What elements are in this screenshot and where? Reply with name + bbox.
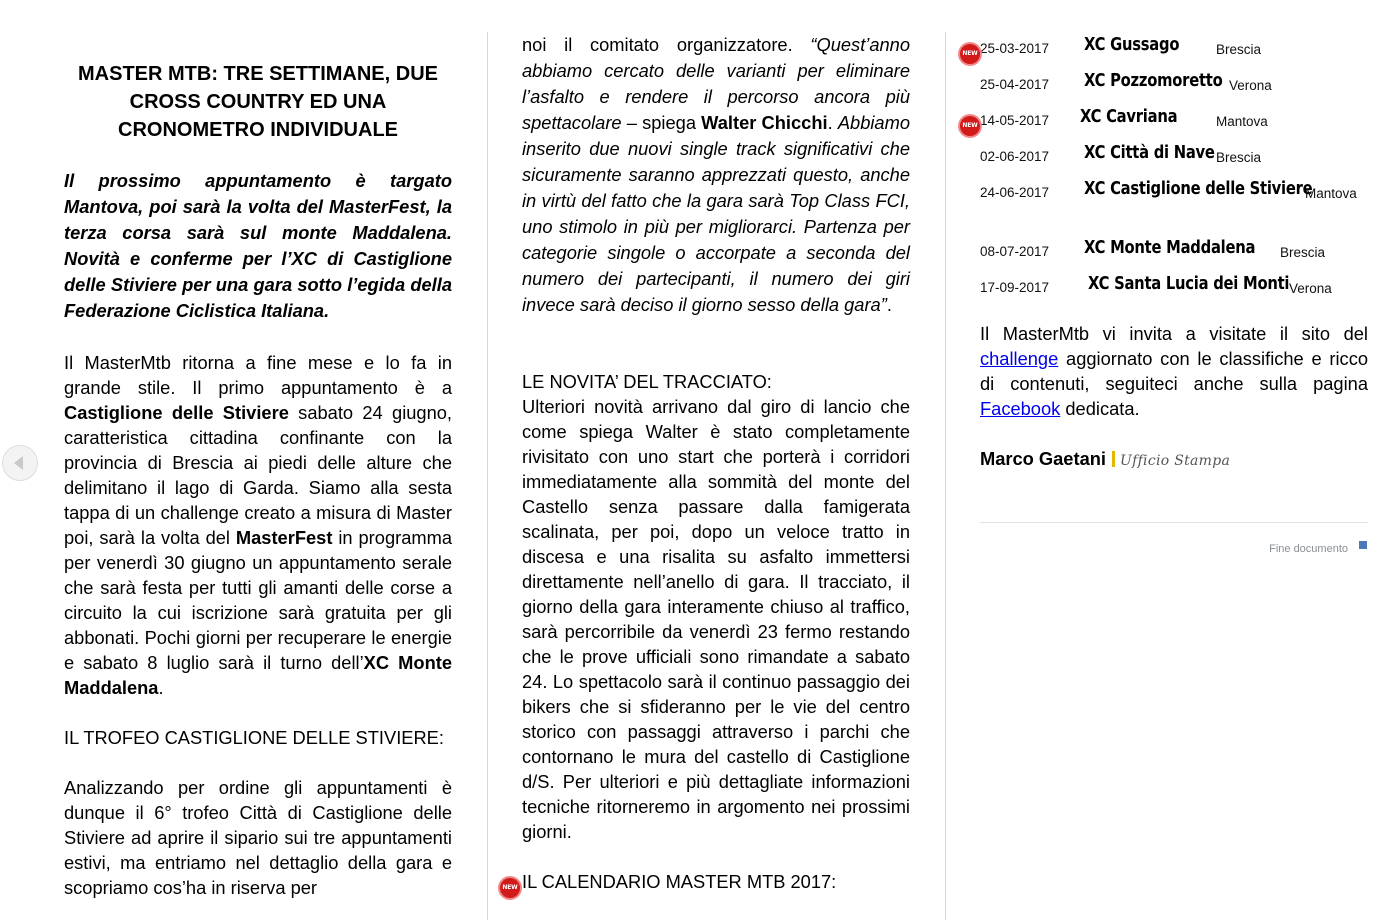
calendar-row	[980, 235, 1368, 261]
race-place: Mantova	[1216, 114, 1268, 129]
article-column-1	[64, 0, 452, 920]
race-place: Brescia	[1280, 245, 1326, 260]
end-divider	[980, 522, 1368, 523]
race-place: Verona	[1289, 281, 1332, 296]
paragraph-strong: Castiglione delle Stiviere	[64, 402, 289, 423]
article-lead: Il prossimo appuntamento è targato Mantova, poi sarà la volta del MasterFest, la terza corsa sarà sul monte Maddalena. Novità e conferme per l’XC di Castiglione delle Stiviere per una gara sotto l’egida della Federazione Ciclistica Italiana.	[64, 170, 452, 321]
section-heading-novita: LE NOVITA’ DEL TRACCIATO:	[522, 371, 772, 392]
race-name: XC Gussago	[1084, 34, 1180, 55]
race-date: 24-06-2017	[980, 185, 1050, 200]
article-column-3	[962, 0, 1368, 920]
paragraph-text: noi il comitato organizzatore.	[522, 34, 811, 55]
paragraph-text: sabato 24 giugno, caratteristica cittadina confinante con la provincia di Brescia ai piedi delle alture che delimitano il lago di Garda. Siamo alla sesta tappa di un challenge creato a misura di Master poi, sarà la volta del	[64, 402, 453, 548]
author-role: Ufficio Stampa	[1119, 453, 1231, 469]
race-date: 25-03-2017	[980, 41, 1050, 56]
section-heading-calendario: IL CALENDARIO MASTER MTB 2017:	[522, 871, 837, 892]
section-heading-trofeo: IL TROFEO CASTIGLIONE DELLE STIVIERE:	[64, 727, 444, 748]
article-column-2	[502, 0, 910, 920]
race-place: Verona	[1229, 78, 1272, 93]
paragraph-text: aggiornato con le classifiche e ricco di contenuti, seguiteci anche sulla pagina	[980, 348, 1368, 394]
race-date: 08-07-2017	[980, 244, 1050, 259]
race-name: XC Santa Lucia dei Monti	[1088, 273, 1290, 294]
paragraph-text: .	[158, 677, 164, 698]
paragraph-text: in programma per venerdì 30 giugno un appuntamento serale che sarà festa per tutti gli amanti delle corse a circuito la cui iscrizione sarà gratuita per gli abbonati. Pochi giorni per recuperare le energie e sabato 8 luglio sarà il turno dell’	[64, 527, 452, 673]
race-place: Brescia	[1216, 42, 1262, 57]
article-paragraph	[64, 350, 452, 700]
race-name: XC Monte Maddalena	[1084, 237, 1256, 258]
organizer-quote	[522, 32, 910, 318]
new-badge-icon: NEW	[960, 44, 980, 64]
calendar-row	[962, 104, 1368, 130]
calendar-row	[962, 32, 1368, 58]
column-divider	[945, 32, 946, 920]
previous-page-button[interactable]	[2, 445, 38, 481]
race-name: XC Pozzomoretto	[1084, 70, 1223, 91]
new-badge-icon: NEW	[500, 878, 520, 898]
quote-text: Abbiamo inserito due nuovi single track significativi che sicuramente saranno apprezzati questo, anche in virtù del fatto che la gara sarà Top Class FCI, uno stimolo in più per migliorarci. Partenza per categorie singole o accorpate a seconda del numero dei partecipanti, il numero dei giri invece sarà deciso il giorno sesso della gara”	[522, 112, 910, 315]
author-signature	[980, 446, 1230, 474]
calendar-row	[980, 176, 1368, 202]
end-of-document-marker	[1359, 541, 1367, 549]
challenge-link[interactable]: challenge	[980, 348, 1059, 369]
paragraph-text: Il MasterMtb vi invita a visitate il sito del	[980, 323, 1368, 344]
race-name: XC Castiglione delle Stiviere	[1084, 178, 1313, 199]
section-body-novita: Ulteriori novità arrivano dal giro di lancio che come spiega Walter è stato completamente rivisitato con uno start che porterà i corridori immediatamente alla sommità del monte del Castello senza passare dalla famigerata scalinata, per poi, dopo un veloce tratto in discesa e una risalita su asfalto immettersi direttamente nell’anello di gara. Il tracciato, il giorno della gara interamente chiuso al traffico, sarà percorribile da venerdì 23 fermo restando che le prove ufficiali sono rimandate a sabato 24. Lo spettacolo sarà il continuo passaggio dei bikers che si sfideranno per le vie del centro storico con passaggi attraverso i parchi che contornano le mura del castello di Castiglione d/S. Per ulteriori e più dettagliate informazioni tecniche ritorneremo in argomento nei prossimi giorni.	[522, 396, 910, 842]
race-date: 17-09-2017	[980, 280, 1050, 295]
signature-divider	[1112, 451, 1115, 467]
paragraph-text: – spiega	[621, 112, 702, 133]
column-divider	[487, 32, 488, 920]
calendar-row	[980, 68, 1368, 94]
quote-speaker: Walter Chicchi	[701, 112, 828, 133]
calendar-row	[980, 271, 1368, 297]
race-date: 14-05-2017	[980, 113, 1050, 128]
paragraph-strong: MasterFest	[235, 527, 333, 548]
race-date: 02-06-2017	[980, 149, 1050, 164]
quote-text: “Quest’anno abbiamo cercato delle varianti per eliminare l’asfalto e rendere il percorso ancora più spettacolare	[522, 34, 910, 133]
paragraph-text: Il MasterMtb ritorna a fine mese e lo fa in grande stile. Il primo appuntamento è a	[64, 352, 452, 398]
race-place: Mantova	[1305, 186, 1357, 201]
paragraph-strong: XC Monte Maddalena	[64, 652, 452, 698]
end-of-document-label: Fine documento	[1269, 543, 1348, 555]
calendar-row	[980, 140, 1368, 166]
invite-paragraph	[980, 321, 1368, 421]
chevron-left-icon	[3, 446, 37, 480]
new-badge-icon: NEW	[960, 116, 980, 136]
author-name: Marco Gaetani	[980, 448, 1106, 469]
paragraph-text: dedicata.	[1060, 398, 1140, 419]
race-date: 25-04-2017	[980, 77, 1050, 92]
article-title: MASTER MTB: TRE SETTIMANE, DUE CROSS COUNTRY ED UNA CRONOMETRO INDIVIDUALE	[78, 63, 438, 141]
paragraph-text: .	[886, 294, 892, 315]
race-place: Brescia	[1216, 150, 1262, 165]
section-body-trofeo: Analizzando per ordine gli appuntamenti è dunque il 6° trofeo Città di Castiglione delle Stiviere ad aprire il sipario sui tre appuntamenti estivi, ma entriamo nel dettaglio della gara e scopriamo cos’ha in riserva per	[64, 777, 452, 898]
race-name: XC Cavriana	[1080, 106, 1178, 127]
paragraph-text: .	[827, 112, 838, 133]
race-name: XC Città di Nave	[1084, 142, 1215, 163]
facebook-link[interactable]: Facebook	[980, 398, 1061, 419]
